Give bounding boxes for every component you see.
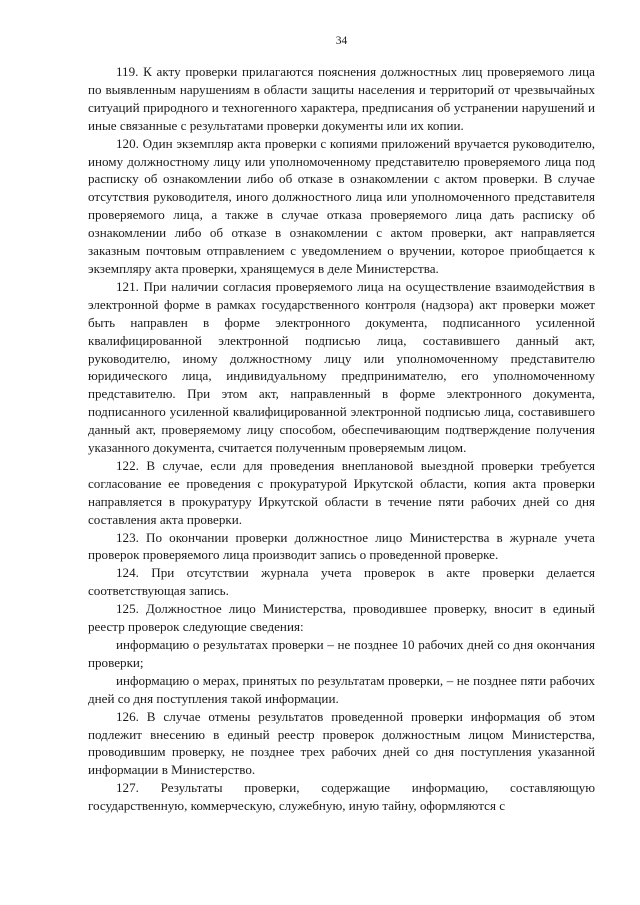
paragraph-121: 121. При наличии согласия проверяемого лица на осуществление взаимодействия в электронной форме в рамках государственного контроля (надзора) акт проверки может быть направлен в форме электронного документа, подписанного усиленной квалифицированной электронной подписью лица, составившего данный акт, руководителю, иному должностному лицу или уполномоченному представителю юридического лица, индивидуальному предпринимателю, его уполномоченному представителю. При этом акт, направленный в форме электронного документа, подписанного усиленной квалифицированной электронной подписью лица, составившего данный акт, проверяемому лицу способом, обеспечивающим подтверждение получения указанного документа, считается полученным проверяемым лицом. bbox=[88, 278, 595, 456]
paragraph-124: 124. При отсутствии журнала учета проверок в акте проверки делается соответствующая запись. bbox=[88, 565, 595, 599]
paragraph-125-item-2: информацию о мерах, принятых по результатам проверки, – не позднее пяти рабочих дней со дня поступления такой информации. bbox=[88, 672, 595, 706]
paragraph-120: 120. Один экземпляр акта проверки с копиями приложений вручается руководителю, иному должностному лицу или уполномоченному представителю проверяемого лица под расписку об ознакомлении либо об отказе в ознакомлении с актом проверки. В случае отсутствия руководителя, иного должностного лица или уполномоченного представителя проверяемого лица, а также в случае отказа проверяемого лица дать расписку об ознакомлении либо об отказе в ознакомлении с актом проверки, акт направляется заказным почтовым отправлением с уведомлением о вручении, которое приобщается к экземпляру акта проверки, хранящемуся в деле Министерства. bbox=[88, 135, 595, 276]
paragraph-123: 123. По окончании проверки должностное лицо Министерства в журнале учета проверок проверяемого лица производит запись о проведенной проверке. bbox=[88, 529, 595, 563]
paragraph-125: 125. Должностное лицо Министерства, проводившее проверку, вносит в единый реестр проверок следующие сведения: bbox=[88, 601, 595, 635]
paragraph-119: 119. К акту проверки прилагаются пояснения должностных лиц проверяемого лица по выявленным нарушениям в области защиты населения и территорий от чрезвычайных ситуаций природного и техногенного характера, предписания об устранении нарушений и иные связанные с результатами проверки документы или их копии. bbox=[88, 64, 595, 133]
paragraph-122: 122. В случае, если для проведения внеплановой выездной проверки требуется согласование ее проведения с прокуратурой Иркутской области, копия акта проверки направляется в прокуратуру Иркутской области в течение пяти рабочих дней со дня составления акта проверки. bbox=[88, 457, 595, 527]
page-number: 34 bbox=[335, 35, 348, 47]
paragraph-125-item-1: информацию о результатах проверки – не позднее 10 рабочих дней со дня окончания проверки; bbox=[88, 637, 595, 670]
paragraph-126: 126. В случае отмены результатов проведенной проверки информация об этом подлежит внесению в единый реестр проверок должностным лицом Министерства, проводившим проверку, не позднее трех рабочих дней со дня поступления указанной информации в Министерство. bbox=[88, 708, 595, 778]
paragraph-127: 127. Результаты проверки, содержащие информацию, составляющую государственную, коммерческую, служебную, иную тайну, оформляются с bbox=[88, 780, 595, 814]
document-page bbox=[88, 34, 595, 815]
